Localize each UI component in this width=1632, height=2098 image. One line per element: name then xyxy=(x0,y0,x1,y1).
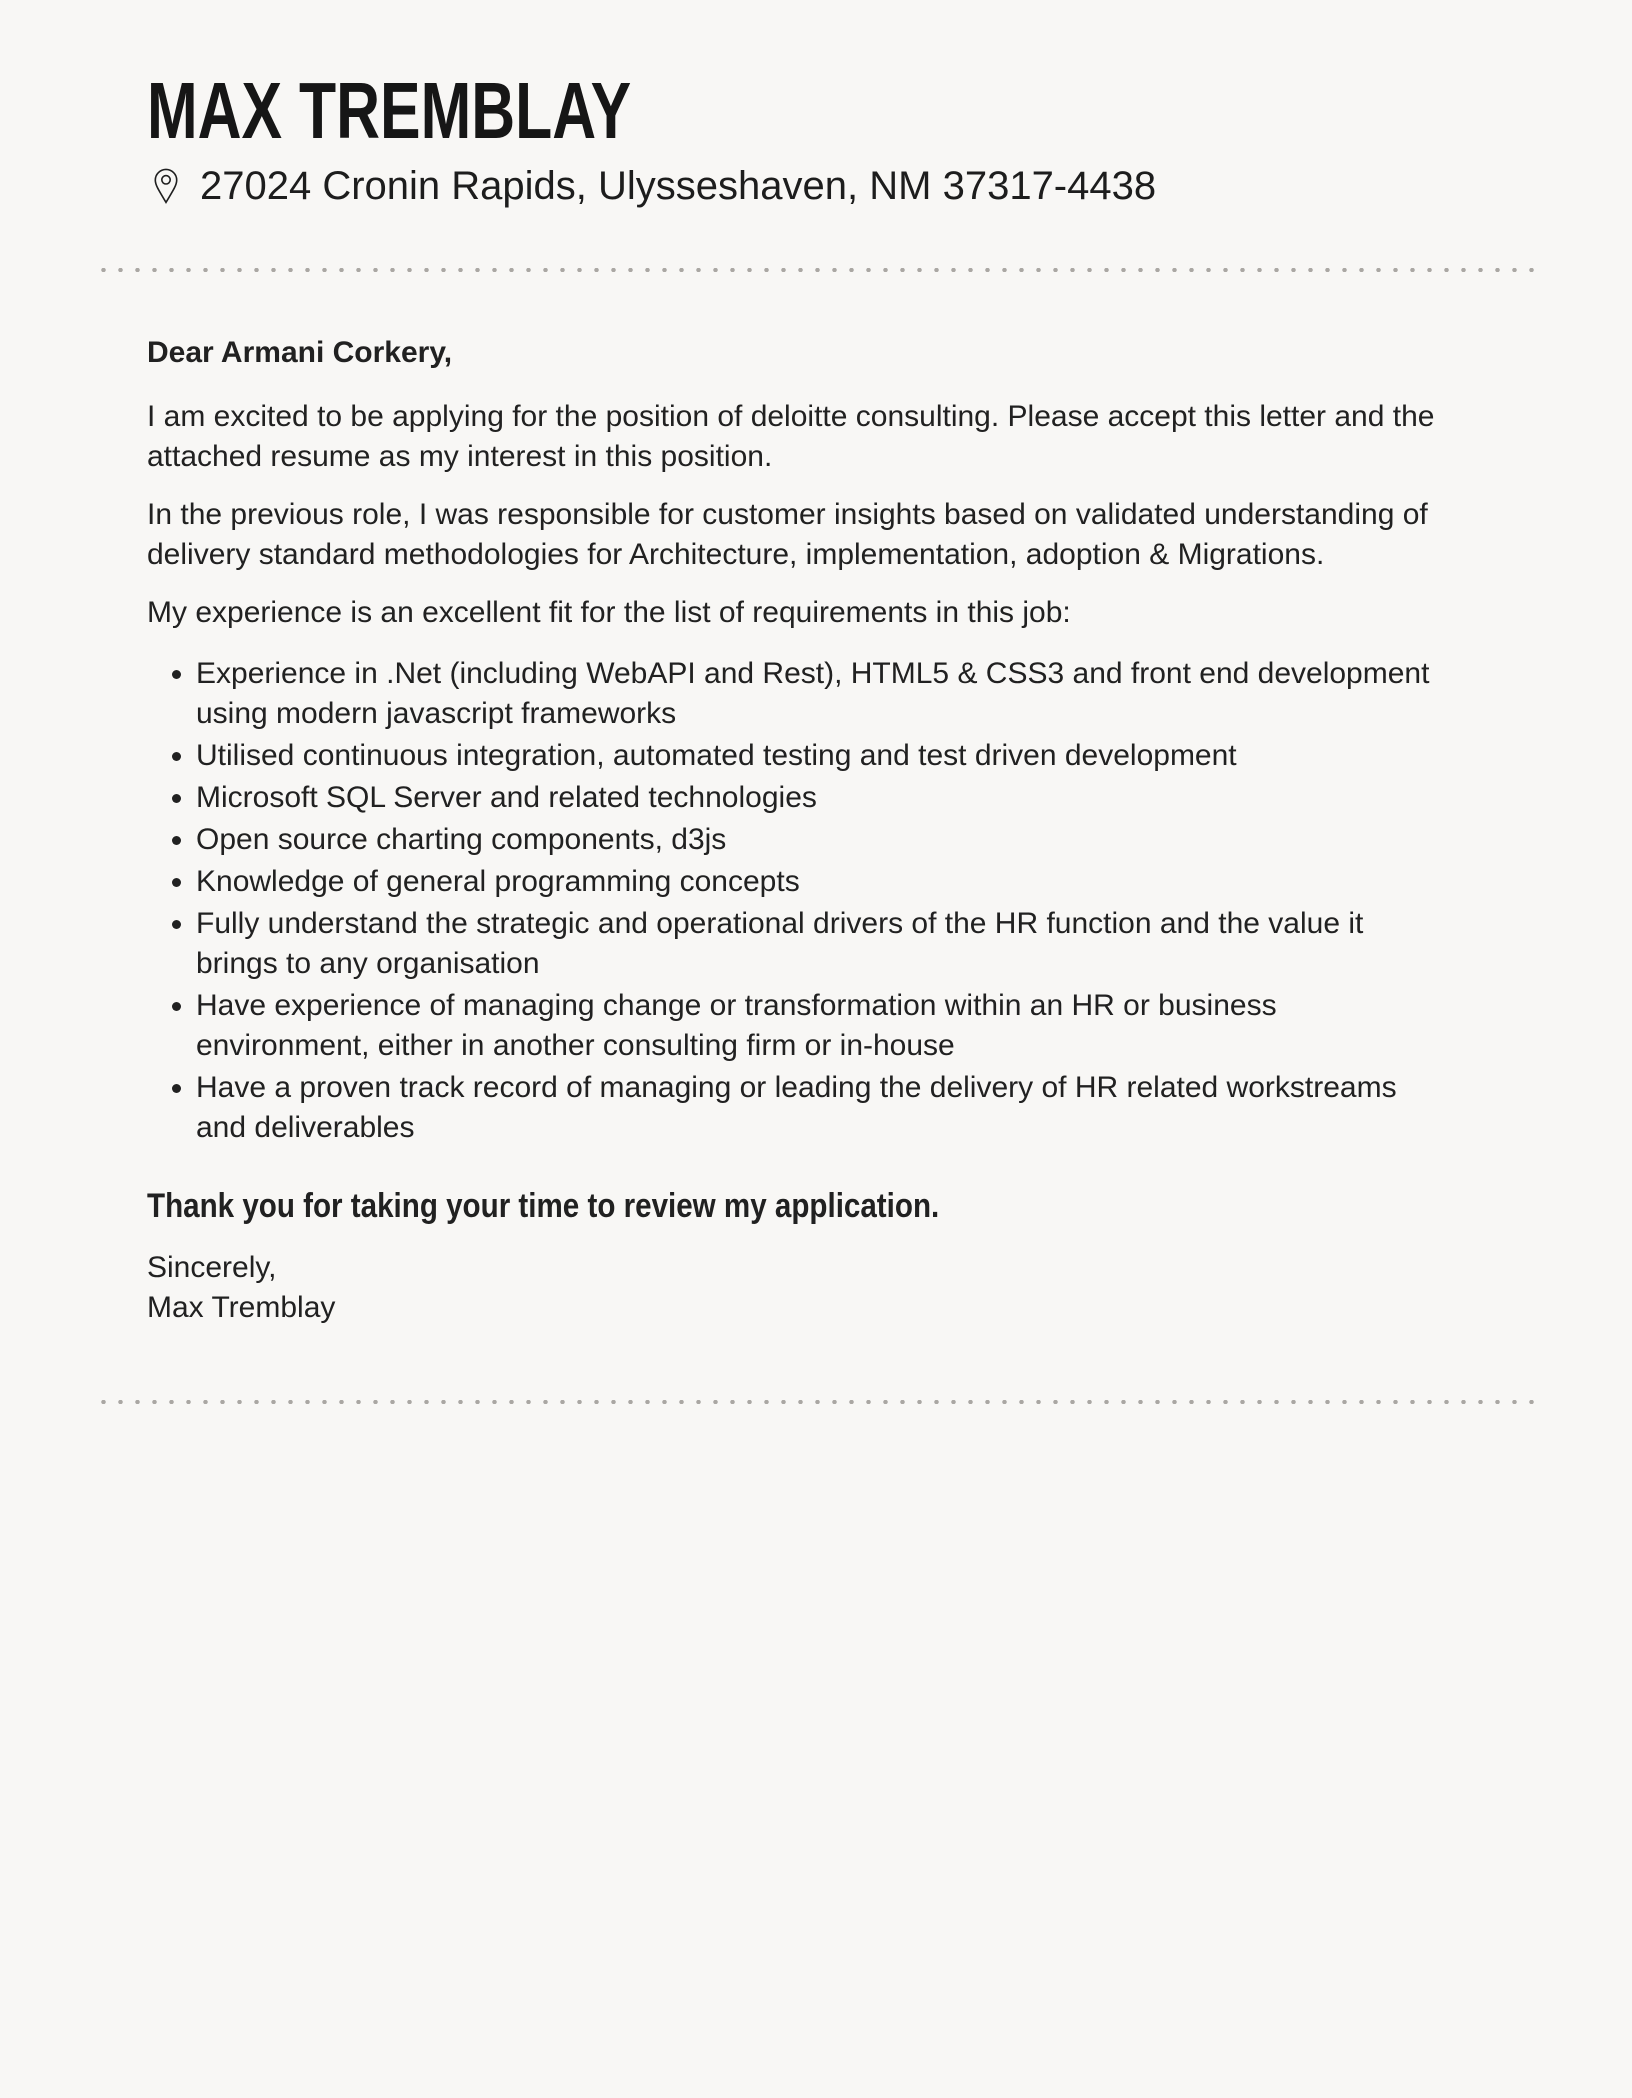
requirement-item: • Open source charting components, d3js xyxy=(196,820,1442,860)
paragraph-previous-role: In the previous role, I was responsible for customer insights based on validated understanding of delivery standard methodologies for Architecture, implementation, adoption & Migrations. xyxy=(147,498,1428,571)
requirement-item: • Experience in .Net (including WebAPI and Rest), HTML5 & CSS3 and front end development using modern javascript frameworks xyxy=(196,654,1442,734)
paragraph-experience-fit: My experience is an excellent fit for the list of requirements in this job: xyxy=(147,596,1071,629)
requirement-item: • Have a proven track record of managing or leading the delivery of HR related workstreams and deliverables xyxy=(196,1068,1442,1148)
requirement-item: • Microsoft SQL Server and related technologies xyxy=(196,778,1442,818)
salutation: Dear Armani Corkery, xyxy=(147,336,453,369)
signature-name: Max Tremblay xyxy=(147,1291,336,1324)
requirement-item: • Knowledge of general programming concepts xyxy=(196,862,1442,902)
sender-address: 27024 Cronin Rapids, Ulysseshaven, NM 37317-4438 xyxy=(200,163,1157,208)
closing-thanks: Thank you for taking your time to review my application. xyxy=(147,1187,940,1225)
letter-body xyxy=(147,333,1442,1328)
requirement-item: • Utilised continuous integration, automated testing and test driven development xyxy=(196,736,1442,776)
dotted-divider-top xyxy=(95,268,1540,272)
signoff-block xyxy=(147,1248,1442,1328)
requirement-item: • Fully understand the strategic and operational drivers of the HR function and the value it brings to any organisation xyxy=(196,904,1442,984)
signoff-word: Sincerely, xyxy=(147,1251,277,1284)
location-pin-icon xyxy=(153,168,179,204)
requirements-list xyxy=(147,654,1442,1148)
dotted-divider-bottom xyxy=(95,1400,1540,1404)
address-row xyxy=(153,162,1540,210)
sender-name: MAX TREMBLAY xyxy=(147,66,632,155)
letter-header xyxy=(95,66,1540,210)
requirement-item: • Have experience of managing change or transformation within an HR or business environment, either in another consulting firm or in-house xyxy=(196,986,1442,1066)
paragraph-intro: I am excited to be applying for the position of deloitte consulting. Please accept this letter and the attached resume as my interest in this position. xyxy=(147,400,1435,473)
